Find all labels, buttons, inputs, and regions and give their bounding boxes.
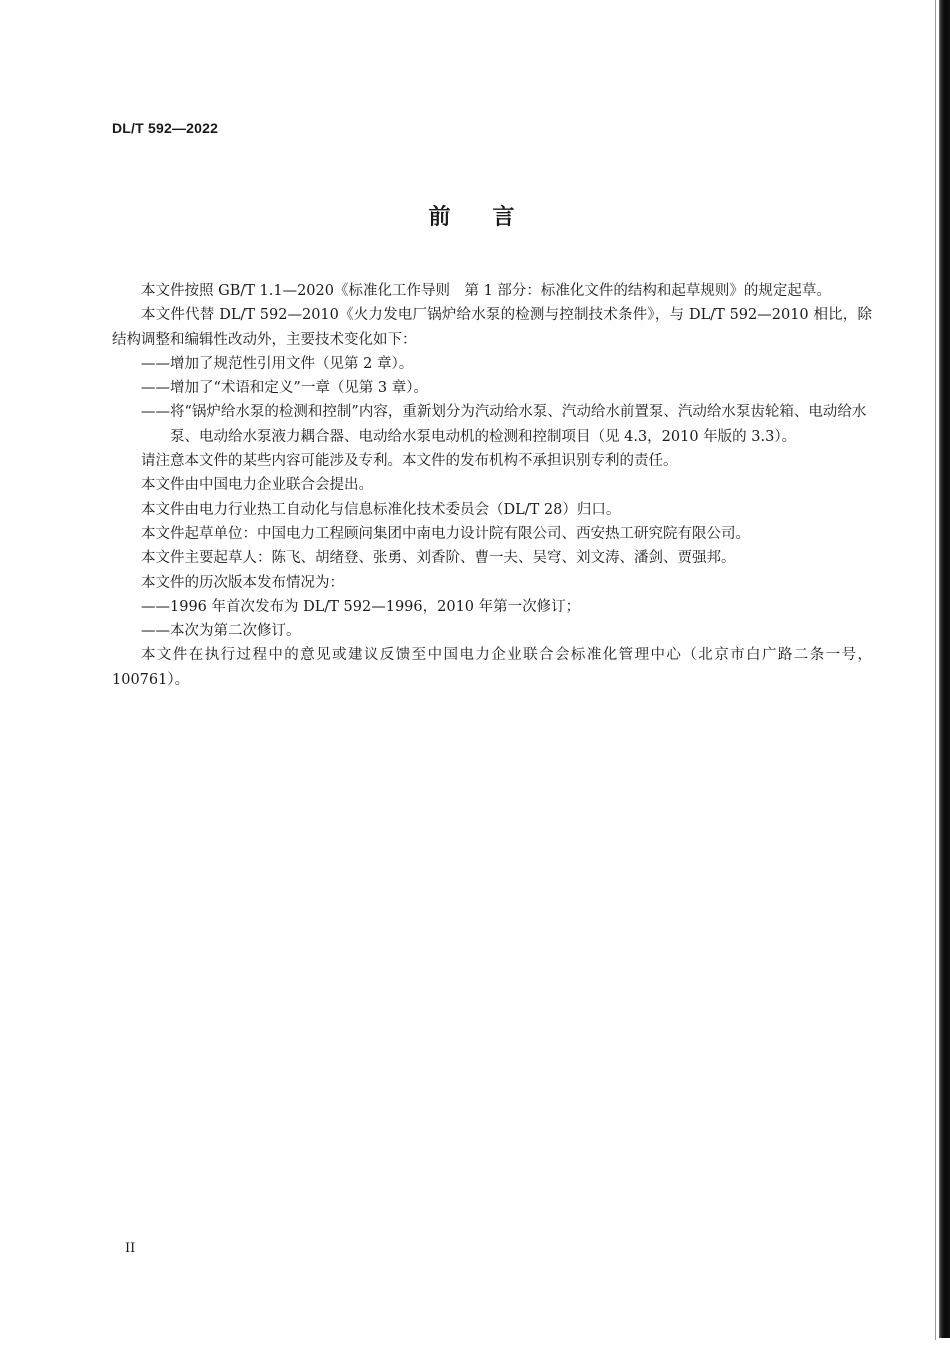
paragraph-version-history: 本文件的历次版本发布情况为： xyxy=(141,574,344,591)
history-item: ——本次为第二次修订。 xyxy=(141,623,301,640)
paragraph-drafting-basis: 本文件按照 GB/T 1.1—2020《标准化工作导则 第 1 部分：标准化文件的结构和起草规则》的规定起草。 xyxy=(141,283,831,299)
paragraph-feedback: 本文件在执行过程中的意见或建议反馈至中国电力企业联合会标准化管理中心（北京市白广路二条一号，100761）。 xyxy=(112,647,872,688)
change-item: ——增加了规范性引用文件（见第 2 章）。 xyxy=(141,355,414,372)
scan-binding-edge xyxy=(939,0,950,1338)
paragraph-committee: 本文件由电力行业热工自动化与信息标准化技术委员会（DL/T 28）归口。 xyxy=(141,501,621,518)
page-title: 前言 xyxy=(428,205,557,230)
paragraph-replacement: 本文件代替 DL/T 592—2010《火力发电厂锅炉给水泵的检测与控制技术条件》，与 DL/T 592—2010 相比，除结构调整和编辑性改动外，主要技术变化如下： xyxy=(112,307,872,348)
paragraph-proposer: 本文件由中国电力企业联合会提出。 xyxy=(141,477,373,494)
paragraph-drafting-units: 本文件起草单位：中国电力工程顾问集团中南电力设计院有限公司、西安热工研究院有限公司。 xyxy=(141,525,750,542)
change-item: ——增加了“术语和定义”一章（见第 3 章）。 xyxy=(141,380,429,397)
foreword-body xyxy=(112,279,872,692)
paragraph-drafters: 本文件主要起草人：陈飞、胡绪登、张勇、刘香阶、曹一夫、吴穹、刘文涛、潘剑、贾强邦。 xyxy=(141,550,736,567)
page-number: II xyxy=(125,1241,136,1256)
change-item: ——将“锅炉给水泵的检测和控制”内容，重新划分为汽动给水泵、汽动给水前置泵、汽动给水泵齿轮箱、电动给水泵、电动给水泵液力耦合器、电动给水泵电动机的检测和控制项目（见 4.3，2010 年版的 3.3）。 xyxy=(141,404,867,445)
history-item: ——1996 年首次发布为 DL/T 592—1996，2010 年第一次修订； xyxy=(141,598,581,615)
scan-edge-line xyxy=(935,0,936,1340)
standard-code: DL/T 592—2022 xyxy=(112,120,219,136)
paragraph-patent-notice: 请注意本文件的某些内容可能涉及专利。本文件的发布机构不承担识别专利的责任。 xyxy=(141,453,678,470)
